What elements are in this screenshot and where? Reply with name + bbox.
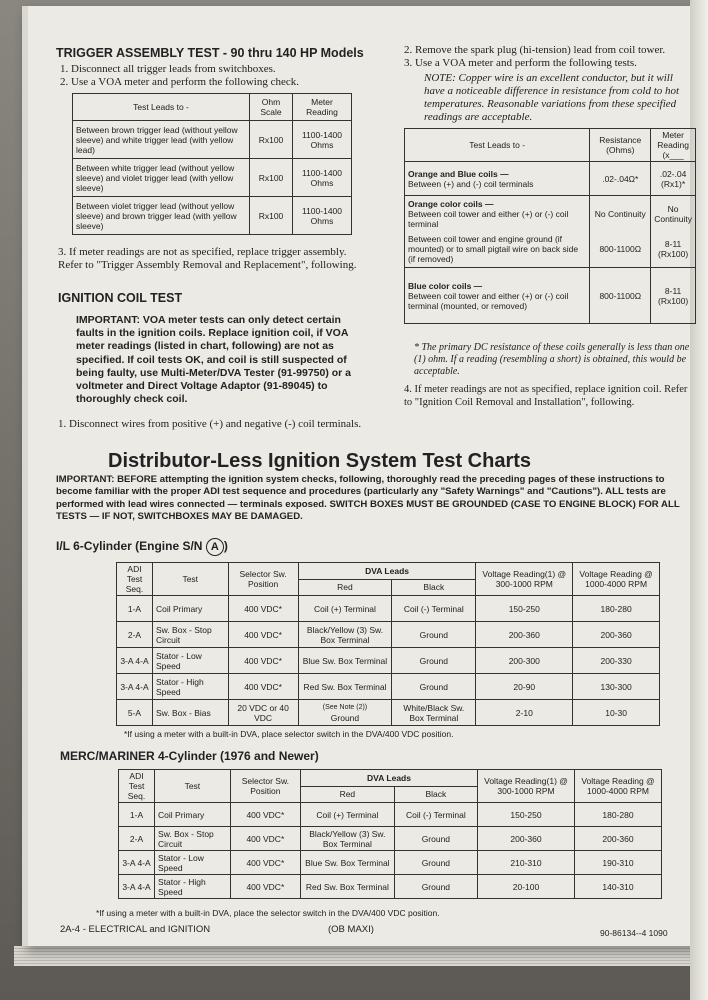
table-cell: 200-360 xyxy=(476,622,573,648)
table-cell: 400 VDC* xyxy=(228,648,298,674)
table-cell: Sw. Box - Stop Circuit xyxy=(152,622,228,648)
copper-note: NOTE: Copper wire is an excellent conductor, but it will have a noticeable difference in resistance from cold to hot temperatures. Reasonable variations from these specified readings are acceptable. xyxy=(424,72,680,123)
table-cell: Coil Primary xyxy=(152,596,228,622)
t1-header: Ohm Scale xyxy=(250,94,293,121)
table-cell: Stator - High Speed xyxy=(155,875,231,899)
dva-header: Voltage Reading(1) @ 300-1000 RPM xyxy=(478,770,575,803)
trigger-step1: 1. Disconnect all trigger leads from switchboxes. xyxy=(60,63,276,75)
right-step2: 2. Remove the spark plug (hi-tension) lead from coil tower. xyxy=(404,44,666,56)
table-row xyxy=(117,700,660,726)
coil-step1: 1. Disconnect wires from positive (+) and negative (-) coil terminals. xyxy=(58,418,362,430)
table-cell: Stator - High Speed xyxy=(152,674,228,700)
table-cell: Ground xyxy=(394,875,477,899)
t1-cell: Between brown trigger lead (without yellow sleeve) and white trigger lead (with yellow lead) xyxy=(73,121,250,159)
orange-desc2: Between coil tower and engine ground (if mounted) or to small pigtail wire on back side (if removed) xyxy=(405,232,590,268)
table-cell: 400 VDC* xyxy=(228,674,298,700)
table-cell: 20-90 xyxy=(476,674,573,700)
table-cell: Blue Sw. Box Terminal xyxy=(301,851,395,875)
table-cell: Stator - Low Speed xyxy=(155,851,231,875)
il6-table xyxy=(116,562,660,726)
dva-header: ADI Test Seq. xyxy=(119,770,155,803)
dva-header: DVA Leads xyxy=(301,770,478,787)
blue-title: Blue color coils — xyxy=(408,280,483,291)
table-cell: 2-A xyxy=(119,827,155,851)
trigger-table xyxy=(72,93,352,235)
merc-table xyxy=(118,769,662,899)
table-cell: Red Sw. Box Terminal xyxy=(298,674,392,700)
table-cell: Sw. Box - Stop Circuit xyxy=(155,827,231,851)
table-row xyxy=(117,674,660,700)
table-cell: 3-A 4-A xyxy=(117,674,153,700)
dva-header: Test xyxy=(152,563,228,596)
table-row xyxy=(119,803,662,827)
table-cell: 400 VDC* xyxy=(230,827,300,851)
t1-cell: Rx100 xyxy=(250,159,293,197)
table-cell: 20 VDC or 40 VDC xyxy=(228,700,298,726)
t1-cell: 1100-1400 Ohms xyxy=(293,197,352,235)
t2-cell: 8-11 (Rx100) xyxy=(651,232,696,268)
t2-header: Meter Reading (x___ xyxy=(651,129,696,162)
dva-header: Black xyxy=(394,786,477,803)
table-cell: 200-330 xyxy=(573,648,660,674)
trigger-step3: 3. If meter readings are not as specified, replace trigger assembly. Refer to "Trigger Assembly Removal and Replacement", following. xyxy=(58,246,357,271)
t2-cell: 800-1100Ω xyxy=(590,232,651,268)
table-cell: Ground xyxy=(392,674,476,700)
coil-test-title: IGNITION COIL TEST xyxy=(58,291,183,305)
table-cell: 400 VDC* xyxy=(230,851,300,875)
table-cell: 20-100 xyxy=(478,875,575,899)
table-row xyxy=(119,827,662,851)
trigger-step2: 2. Use a VOA meter and perform the following check. xyxy=(60,76,299,88)
table-row xyxy=(119,875,662,899)
blue-desc: Between coil tower and either (+) or (-) coil terminal (mounted, or removed) xyxy=(408,290,569,311)
t2-cell: .02-.04Ω* xyxy=(590,162,651,196)
table-row xyxy=(117,622,660,648)
t1-cell: 1100-1400 Ohms xyxy=(293,121,352,159)
trigger-test-title: TRIGGER ASSEMBLY TEST - 90 thru 140 HP Models xyxy=(56,46,364,60)
t2-cell: No Continuity xyxy=(590,196,651,232)
t2-header: Resistance (Ohms) xyxy=(590,129,651,162)
dva-header: Selector Sw. Position xyxy=(228,563,298,596)
orange-blue-title: Orange and Blue coils — xyxy=(408,168,509,179)
table-cell: Coil (+) Terminal xyxy=(301,803,395,827)
table-row xyxy=(117,648,660,674)
table-cell: 200-360 xyxy=(573,622,660,648)
t1-cell: 1100-1400 Ohms xyxy=(293,159,352,197)
table-cell: 5-A xyxy=(117,700,153,726)
table-cell: Ground xyxy=(330,712,360,723)
il6-footnote: *If using a meter with a built-in DVA, place selector switch in the DVA/400 VDC position. xyxy=(124,729,454,739)
table-cell: Coil Primary xyxy=(155,803,231,827)
table-cell: Black/Yellow (3) Sw. Box Terminal xyxy=(298,622,392,648)
t2-cell: 800-1100Ω xyxy=(590,268,651,324)
dva-header: Test xyxy=(155,770,231,803)
footer-left: 2A-4 - ELECTRICAL and IGNITION xyxy=(60,924,211,935)
dva-header: Red xyxy=(301,786,395,803)
t1-cell: Rx100 xyxy=(250,197,293,235)
table-cell: 3-A 4-A xyxy=(117,648,153,674)
dva-header: Voltage Reading(1) @ 300-1000 RPM xyxy=(476,563,573,596)
table-cell: 180-280 xyxy=(575,803,662,827)
dva-header: Black xyxy=(392,579,476,596)
right-step3: 3. Use a VOA meter and perform the following tests. xyxy=(404,57,637,69)
dva-header: Red xyxy=(298,579,392,596)
t1-cell: Rx100 xyxy=(250,121,293,159)
merc-title: MERC/MARINER 4-Cylinder (1976 and Newer) xyxy=(60,749,319,763)
dva-header: Voltage Reading @ 1000-4000 RPM xyxy=(575,770,662,803)
table-cell: 180-280 xyxy=(573,596,660,622)
t1-cell: Between violet trigger lead (without yellow sleeve) and brown trigger lead (with yellow sleeve) xyxy=(73,197,250,235)
coil-table xyxy=(404,128,696,324)
orange-title: Orange color coils — xyxy=(408,198,494,209)
table-cell: Ground xyxy=(392,622,476,648)
t1-header: Meter Reading xyxy=(293,94,352,121)
table-cell: 1-A xyxy=(119,803,155,827)
dva-header: Voltage Reading @ 1000-4000 RPM xyxy=(573,563,660,596)
page-stack xyxy=(14,946,700,966)
table-cell: Blue Sw. Box Terminal xyxy=(298,648,392,674)
table-cell: 400 VDC* xyxy=(228,622,298,648)
serial-circle: A xyxy=(206,538,224,556)
dist-title: Distributor-Less Ignition System Test Charts xyxy=(108,450,532,472)
dva-header: DVA Leads xyxy=(298,563,476,580)
table-cell: Coil (-) Terminal xyxy=(392,596,476,622)
table-cell: 190-310 xyxy=(575,851,662,875)
see-note: (See Note (2)) xyxy=(322,703,368,711)
coil-important-note: IMPORTANT: VOA meter tests can only detect certain faults in the ignition coils. Replace ignition coil, if VOA meter readings (listed in chart, following) are not as specified. If coil tests OK, and coil is still suspected of being faulty, use Multi-Meter/DVA Tester (91-99750) or a voltmeter and Direct Voltage Adaptor (91-89045) to thoroughly check coil. xyxy=(76,314,352,406)
table-cell: Sw. Box - Bias xyxy=(152,700,228,726)
table-cell: 2-10 xyxy=(476,700,573,726)
coil-footnote: * The primary DC resistance of these coils generally is less than one (1) ohm. If a reading (resembling a short) is obtained, this would be acceptable. xyxy=(414,342,690,377)
right-step4: 4. If meter readings are not as specified, replace ignition coil. Refer to "Ignition Coil Removal and Installation", following. xyxy=(404,384,688,408)
il6-title: I/L 6-Cylinder (Engine S/N A ) xyxy=(56,538,228,556)
table-cell: 3-A 4-A xyxy=(119,875,155,899)
table-cell: 400 VDC* xyxy=(230,875,300,899)
merc-footnote: *If using a meter with a built-in DVA, place the selector switch in the DVA/400 VDC position. xyxy=(96,908,440,918)
table-cell: White/Black Sw. Box Terminal xyxy=(392,700,476,726)
table-cell: 140-310 xyxy=(575,875,662,899)
t2-cell: No Continuity xyxy=(651,196,696,232)
table-cell: Stator - Low Speed xyxy=(152,648,228,674)
table-cell: 10-30 xyxy=(573,700,660,726)
dist-important: IMPORTANT: BEFORE attempting the ignition system checks, following, thoroughly read the preceding pages of these instructions to become familiar with the proper ADI test sequence and procedures (particularly any "Safety Warnings" and "Cautions"). ALL tests are performed with lead wires connected — terminals exposed. SWITCH BOXES MUST BE GROUNDED (CASE TO ENGINE BLOCK) FOR ALL TESTS — IF NOT, SWITCHBOXES MAY BE DAMAGED. xyxy=(56,474,680,523)
table-cell: 200-300 xyxy=(476,648,573,674)
table-cell: Coil (+) Terminal xyxy=(298,596,392,622)
table-cell: Ground xyxy=(392,648,476,674)
t2-cell: .02-.04 (Rx1)* xyxy=(651,162,696,196)
table-cell: 400 VDC* xyxy=(228,596,298,622)
footer-center: (OB MAXI) xyxy=(328,924,374,935)
table-cell: 200-360 xyxy=(575,827,662,851)
table-cell: Ground xyxy=(394,827,477,851)
table-cell: Red Sw. Box Terminal xyxy=(301,875,395,899)
dva-header: ADI Test Seq. xyxy=(117,563,153,596)
t1-header: Test Leads to - xyxy=(73,94,250,121)
footer-right: 90-86134--4 1090 xyxy=(600,928,668,938)
orange-desc1: Between coil tower and either (+) or (-) coil terminal xyxy=(408,208,569,229)
table-cell: Black/Yellow (3) Sw. Box Terminal xyxy=(301,827,395,851)
orange-blue-desc: Between (+) and (-) coil terminals xyxy=(408,178,534,189)
table-cell: 2-A xyxy=(117,622,153,648)
table-cell: Coil (-) Terminal xyxy=(394,803,477,827)
t1-cell: Between white trigger lead (without yellow sleeve) and violet trigger lead (with yellow sleeve) xyxy=(73,159,250,197)
table-cell: 1-A xyxy=(117,596,153,622)
table-row xyxy=(119,851,662,875)
table-cell: 130-300 xyxy=(573,674,660,700)
table-cell: 150-250 xyxy=(478,803,575,827)
table-row xyxy=(117,596,660,622)
table-cell: 400 VDC* xyxy=(230,803,300,827)
dva-header: Selector Sw. Position xyxy=(230,770,300,803)
table-cell: 210-310 xyxy=(478,851,575,875)
t2-header: Test Leads to - xyxy=(405,129,590,162)
table-cell: 200-360 xyxy=(478,827,575,851)
t2-cell: 8-11 (Rx100) xyxy=(651,268,696,324)
table-cell: 3-A 4-A xyxy=(119,851,155,875)
table-cell: Ground xyxy=(394,851,477,875)
table-cell: 150-250 xyxy=(476,596,573,622)
